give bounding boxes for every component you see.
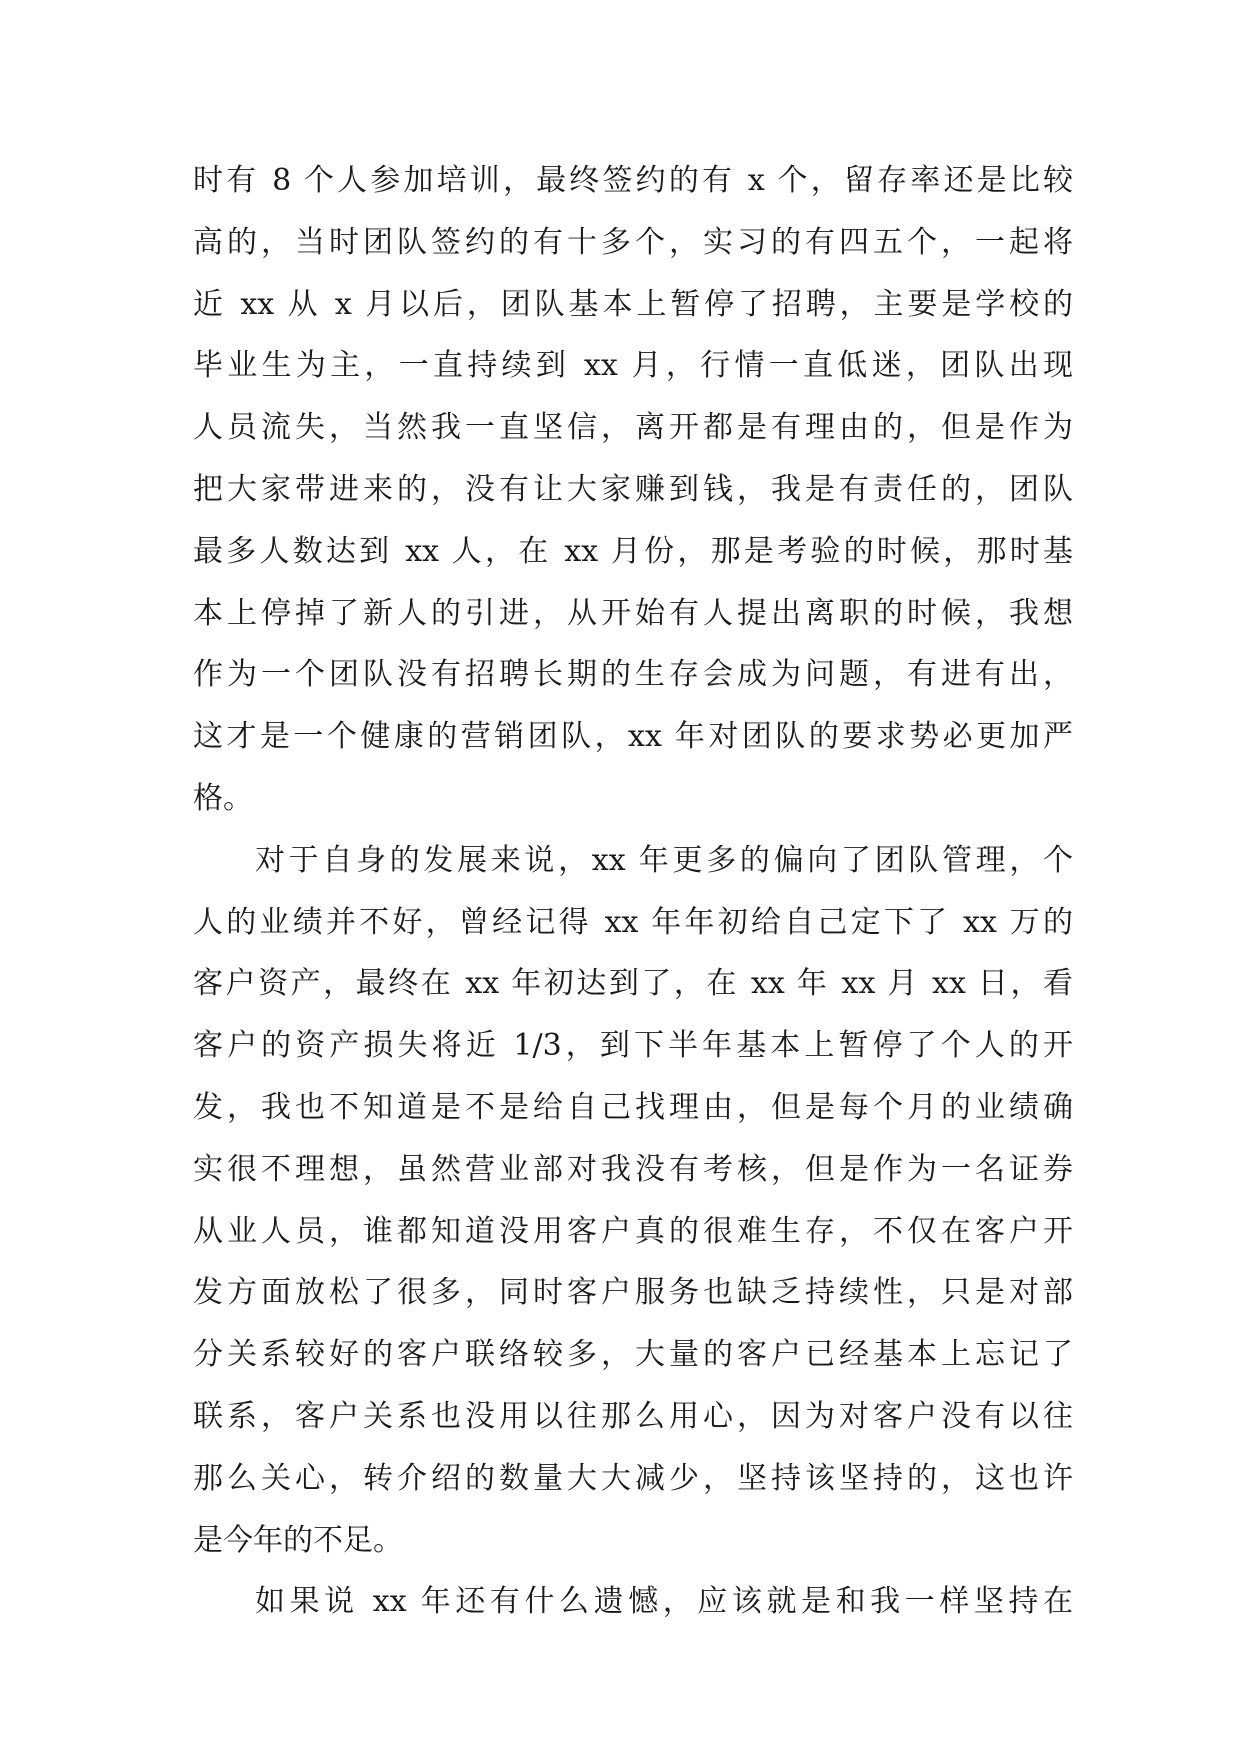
text-line: 这才是一个健康的营销团队，xx 年对团队的要求势必更加严 (193, 719, 1073, 755)
text-line: 客户的资产损失将近 1/3，到下半年基本上暂停了个人的开 (193, 1028, 1073, 1064)
text-line: 从业人员，谁都知道没用客户真的很难生存，不仅在客户开 (193, 1213, 1073, 1249)
text-line: 是今年的不足。 (193, 1522, 403, 1558)
text-line: 把大家带进来的，没有让大家赚到钱，我是有责任的，团队 (193, 471, 1073, 507)
text-line: 发，我也不知道是不是给自己找理由，但是每个月的业绩确 (193, 1089, 1073, 1125)
text-line: 最多人数达到 xx 人，在 xx 月份，那是考验的时候，那时基 (193, 533, 1073, 569)
text-line: 毕业生为主，一直持续到 xx 月，行情一直低迷，团队出现 (193, 348, 1073, 384)
text-line: 人员流失，当然我一直坚信，离开都是有理由的，但是作为 (193, 410, 1073, 446)
text-line: 发方面放松了很多，同时客户服务也缺乏持续性，只是对部 (193, 1275, 1073, 1311)
text-line: 格。 (193, 780, 253, 816)
text-line: 作为一个团队没有招聘长期的生存会成为问题，有进有出， (193, 657, 1073, 693)
paragraph-regrets (193, 1571, 1073, 1633)
paragraph-team-review (193, 150, 1073, 830)
text-line: 对于自身的发展来说，xx 年更多的偏向了团队管理，个 (255, 842, 1073, 878)
text-line: 高的，当时团队签约的有十多个，实习的有四五个，一起将 (193, 224, 1073, 260)
text-line: 联系，客户关系也没用以往那么用心，因为对客户没有以往 (193, 1398, 1073, 1434)
text-line: 客户资产，最终在 xx 年初达到了，在 xx 年 xx 月 xx 日，看 (193, 966, 1073, 1002)
text-line: 那么关心，转介绍的数量大大减少，坚持该坚持的，这也许 (193, 1460, 1073, 1496)
text-line: 人的业绩并不好，曾经记得 xx 年年初给自己定下了 xx 万的 (193, 904, 1073, 940)
paragraph-self-development (193, 830, 1073, 1572)
text-line: 实很不理想，虽然营业部对我没有考核，但是作为一名证券 (193, 1151, 1073, 1187)
text-line: 分关系较好的客户联络较多，大量的客户已经基本上忘记了 (193, 1337, 1073, 1373)
text-line: 时有 8 个人参加培训，最终签约的有 x 个，留存率还是比较 (193, 163, 1073, 198)
text-line: 本上停掉了新人的引进，从开始有人提出离职的时候，我想 (193, 595, 1073, 631)
text-line: 近 xx 从 x 月以后，团队基本上暂停了招聘，主要是学校的 (193, 286, 1073, 322)
text-line: 如果说 xx 年还有什么遗憾，应该就是和我一样坚持在 (255, 1584, 1073, 1620)
document-body (193, 150, 1073, 1633)
